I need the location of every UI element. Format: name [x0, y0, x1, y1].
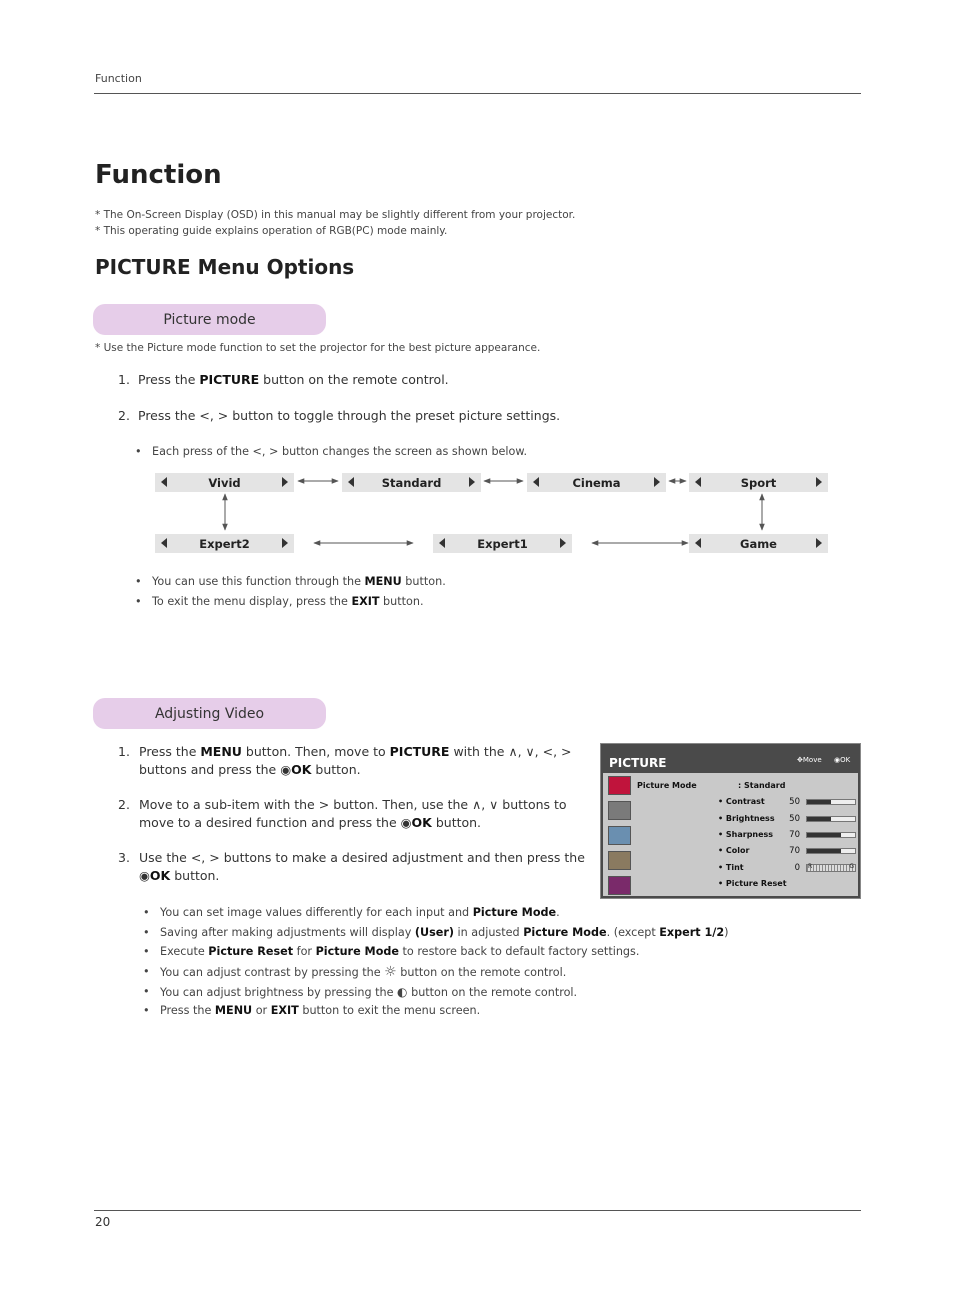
- move-icon: ✥: [797, 756, 803, 764]
- audio-menu-icon: [608, 801, 631, 820]
- picture-mode-note: * Use the Picture mode function to set the projector for the best picture appearance.: [95, 342, 541, 354]
- osd-ok-hint: ◉OK: [834, 756, 851, 764]
- osd-title: PICTURE: [609, 756, 667, 770]
- adjust-bullet-4: • You can adjust contrast by pressing the ☼ button on the remote control.: [143, 964, 567, 980]
- osd-sharpness-label: • Sharpness: [718, 830, 774, 839]
- adjust-bullet-2: • Saving after making adjustments will display (User) in adjusted Picture Mode. (except Expert 1/2): [143, 926, 729, 939]
- mode-cinema: Cinema: [527, 473, 666, 492]
- section-title: PICTURE Menu Options: [95, 255, 355, 279]
- mode-sport: Sport: [689, 473, 828, 492]
- picture-menu-icon: [608, 776, 631, 795]
- ok-icon: ◉: [139, 868, 150, 883]
- mode-vivid: Vivid: [155, 473, 294, 492]
- mode-game: Game: [689, 534, 828, 553]
- screen-menu-icon: [608, 826, 631, 845]
- adjust-step-3: 3. Use the <, > buttons to make a desired adjustment and then press the ◉OK button.: [118, 850, 585, 883]
- osd-brightness-label: • Brightness: [718, 814, 775, 823]
- osd-picture-menu: [600, 743, 861, 899]
- osd-picture-mode-value: : Standard: [738, 781, 786, 790]
- page-number: 20: [95, 1215, 111, 1229]
- bullet-exit: • To exit the menu display, press the EXIT button.: [135, 595, 424, 608]
- osd-tint-label: • Tint: [718, 863, 744, 872]
- note-rgb: * This operating guide explains operation of RGB(PC) mode mainly.: [95, 225, 448, 237]
- bullet-menu: • You can use this function through the MENU button.: [135, 575, 446, 588]
- osd-brightness-value: 50: [789, 814, 800, 824]
- osd-color-label: • Color: [718, 846, 750, 855]
- osd-panel: [603, 773, 858, 896]
- adjust-step-2: 2. Move to a sub-item with the > button. Then, use the ∧, ∨ buttons to move to a desired function and press the ◉OK button.: [118, 797, 567, 830]
- adjust-bullet-5: • You can adjust brightness by pressing the ◐ button on the remote control.: [143, 985, 578, 999]
- page-title: Function: [95, 160, 222, 190]
- picture-step-2: 2. Press the <, > button to toggle through the preset picture settings.: [118, 408, 561, 423]
- time-menu-icon: [608, 851, 631, 870]
- half-circle-icon: ◐: [397, 985, 408, 999]
- bullet-each-press: • Each press of the <, > button changes the screen as shown below.: [135, 445, 528, 458]
- osd-contrast-value: 50: [789, 797, 800, 807]
- sun-icon: ☼: [384, 964, 397, 980]
- ok-icon: ◉: [400, 815, 412, 830]
- adjust-bullet-3: • Execute Picture Reset for Picture Mode to restore back to default factory settings.: [143, 945, 640, 958]
- osd-picture-reset: • Picture Reset: [718, 879, 787, 888]
- osd-move-hint: ✥Move: [797, 756, 822, 764]
- picture-step-1: 1. Press the PICTURE button on the remote control.: [118, 372, 449, 387]
- adjusting-video-pill: Adjusting Video: [93, 698, 326, 729]
- adjust-bullet-6: • Press the MENU or EXIT button to exit the menu screen.: [143, 1004, 481, 1017]
- note-osd: * The On-Screen Display (OSD) in this manual may be slightly different from your projector.: [95, 209, 576, 221]
- osd-sharpness-bar: [806, 832, 856, 838]
- option-menu-icon: [608, 876, 631, 895]
- mode-expert1: Expert1: [433, 534, 572, 553]
- mode-standard: Standard: [342, 473, 481, 492]
- osd-color-bar: [806, 848, 856, 854]
- osd-sharpness-value: 70: [789, 830, 800, 840]
- adjust-bullet-1: • You can set image values differently for each input and Picture Mode.: [143, 906, 560, 919]
- ok-icon: ◉: [280, 762, 292, 777]
- adjust-step-1: 1. Press the MENU button. Then, move to PICTURE with the ∧, ∨, <, > buttons and press the ◉OK button.: [118, 744, 572, 777]
- ok-icon: ◉: [834, 756, 841, 764]
- osd-contrast-label: • Contrast: [718, 797, 765, 806]
- osd-brightness-bar: [806, 816, 856, 822]
- osd-tint-bar: R G: [808, 863, 854, 870]
- osd-picture-mode-label: Picture Mode: [637, 781, 697, 790]
- footer-rule: [94, 1210, 861, 1211]
- running-header: Function: [95, 72, 142, 85]
- osd-color-value: 70: [789, 846, 800, 856]
- mode-expert2: Expert2: [155, 534, 294, 553]
- picture-mode-pill: Picture mode: [93, 304, 326, 335]
- osd-tint-value: 0: [794, 863, 800, 873]
- mode-flow-arrows: [0, 0, 954, 600]
- osd-contrast-bar: [806, 799, 856, 805]
